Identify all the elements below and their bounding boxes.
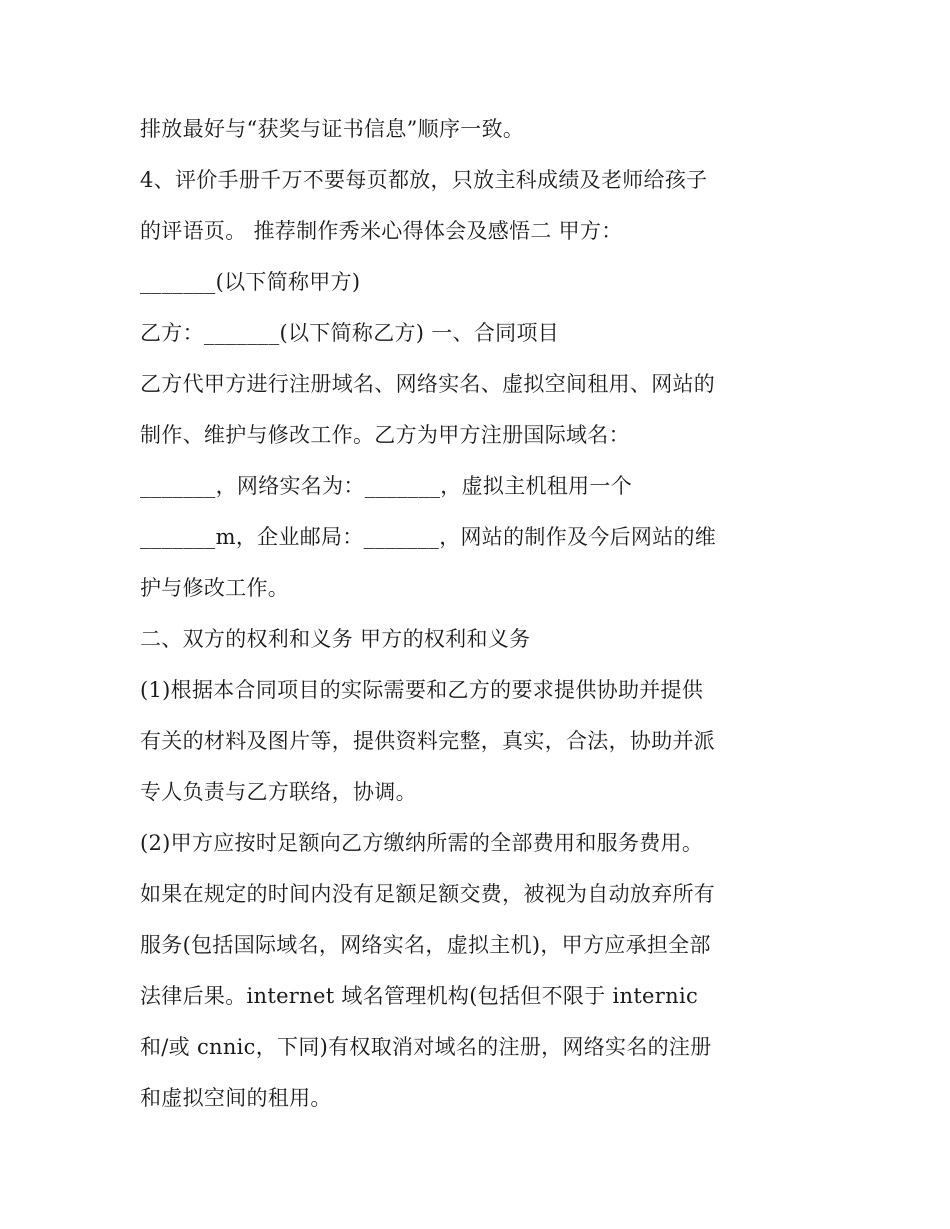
text-line: _______，网络实名为：_______，虚拟主机租用一个 (140, 474, 632, 498)
text-line: 4、评价手册千万不要每页都放，只放主科成绩及老师给孩子 (140, 168, 708, 192)
text-line: 乙方代甲方进行注册域名、网络实名、虚拟空间租用、网站的 (140, 372, 716, 396)
text-line: 的评语页。 推荐制作秀米心得体会及感悟二 甲方： (140, 219, 623, 243)
document-body (140, 104, 840, 1124)
text-line: _______m，企业邮局：_______，网站的制作及今后网站的维 (140, 525, 717, 549)
text-line: (2)甲方应按时足额向乙方缴纳所需的全部费用和服务费用。 (140, 831, 704, 855)
text-line: (1)根据本合同项目的实际需要和乙方的要求提供协助并提供 (140, 678, 704, 702)
text-line: 有关的材料及图片等，提供资料完整，真实，合法，协助并派 (140, 729, 716, 753)
text-line: 排放最好与“获奖与证书信息”顺序一致。 (140, 117, 525, 141)
text-line: 护与修改工作。 (140, 576, 290, 600)
text-line: 法律后果。internet 域名管理机构(包括但不限于 internic (140, 984, 699, 1008)
text-line: 服务(包括国际域名，网络实名，虚拟主机)，甲方应承担全部 (140, 933, 711, 957)
text-line: _______(以下简称甲方) (140, 270, 361, 294)
text-line: 专人负责与乙方联络，协调。 (140, 780, 417, 804)
text-line: 和虚拟空间的租用。 (140, 1086, 332, 1110)
text-line: 和/或 cnnic，下同)有权取消对域名的注册，网络实名的注册 (140, 1035, 712, 1059)
text-line: 二、双方的权利和义务 甲方的权利和义务 (140, 627, 531, 651)
text-line: 制作、维护与修改工作。乙方为甲方注册国际域名： (140, 423, 630, 447)
text-line: 乙方：_______(以下简称乙方) 一、合同项目 (140, 321, 560, 345)
text-line: 如果在规定的时间内没有足额足额交费，被视为自动放弃所有 (140, 882, 716, 906)
